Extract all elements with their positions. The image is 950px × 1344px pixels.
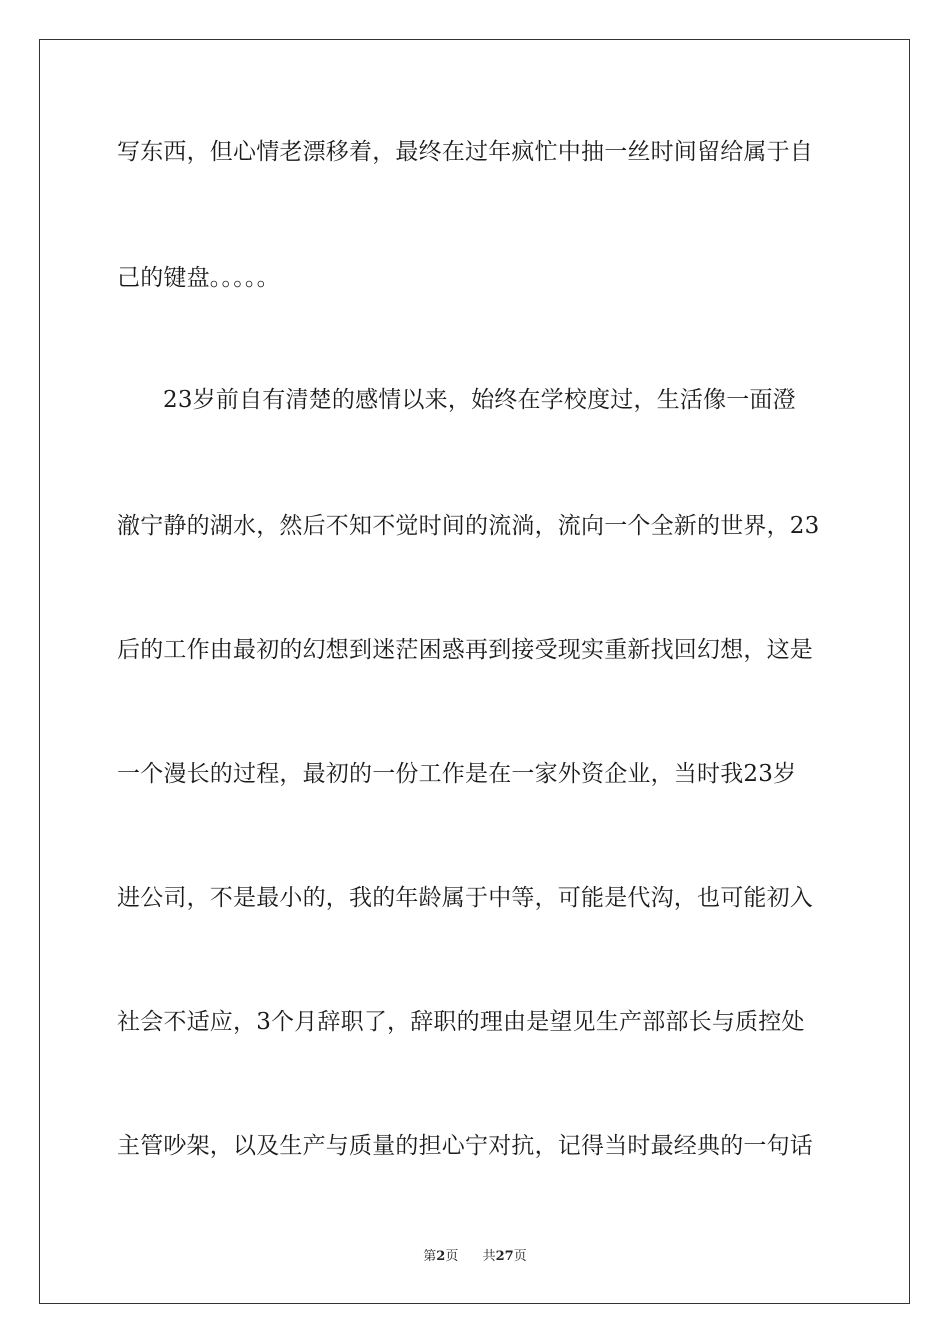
page-footer	[0, 1248, 950, 1266]
page-prefix: 第	[423, 1249, 437, 1264]
body-text-line: 写东西，但心情老漂移着，最终在过年疯忙中抽一丝时间留给属于自	[117, 139, 813, 165]
total-pages: 27	[495, 1249, 514, 1264]
body-text-line: 己的键盘。。。。。	[117, 265, 280, 291]
total-suffix: 页	[513, 1249, 527, 1264]
page-number: 2	[436, 1249, 446, 1264]
total-prefix: 共	[482, 1249, 496, 1264]
page-suffix: 页	[445, 1249, 459, 1264]
body-text-line: 社会不适应，3个月辞职了，辞职的理由是望见生产部部长与质控处	[117, 1009, 805, 1035]
body-text-line: 进公司，不是最小的，我的年龄属于中等，可能是代沟，也可能初入	[117, 885, 813, 911]
body-text-line: 后的工作由最初的幻想到迷茫困惑再到接受现实重新找回幻想，这是	[117, 637, 813, 663]
total-pages-indicator	[483, 1248, 527, 1266]
paragraph-first-line: 23岁前自有清楚的感情以来，始终在学校度过，生活像一面澄	[163, 387, 796, 413]
body-text-line: 主管吵架，以及生产与质量的担心宁对抗，记得当时最经典的一句话	[117, 1133, 813, 1159]
page-indicator	[423, 1248, 458, 1266]
body-text-line: 一个漫长的过程，最初的一份工作是在一家外资企业，当时我23岁	[117, 761, 797, 787]
page-border	[39, 39, 910, 1304]
body-text-line: 澈宁静的湖水，然后不知不觉时间的流淌，流向一个全新的世界，23	[117, 513, 820, 539]
